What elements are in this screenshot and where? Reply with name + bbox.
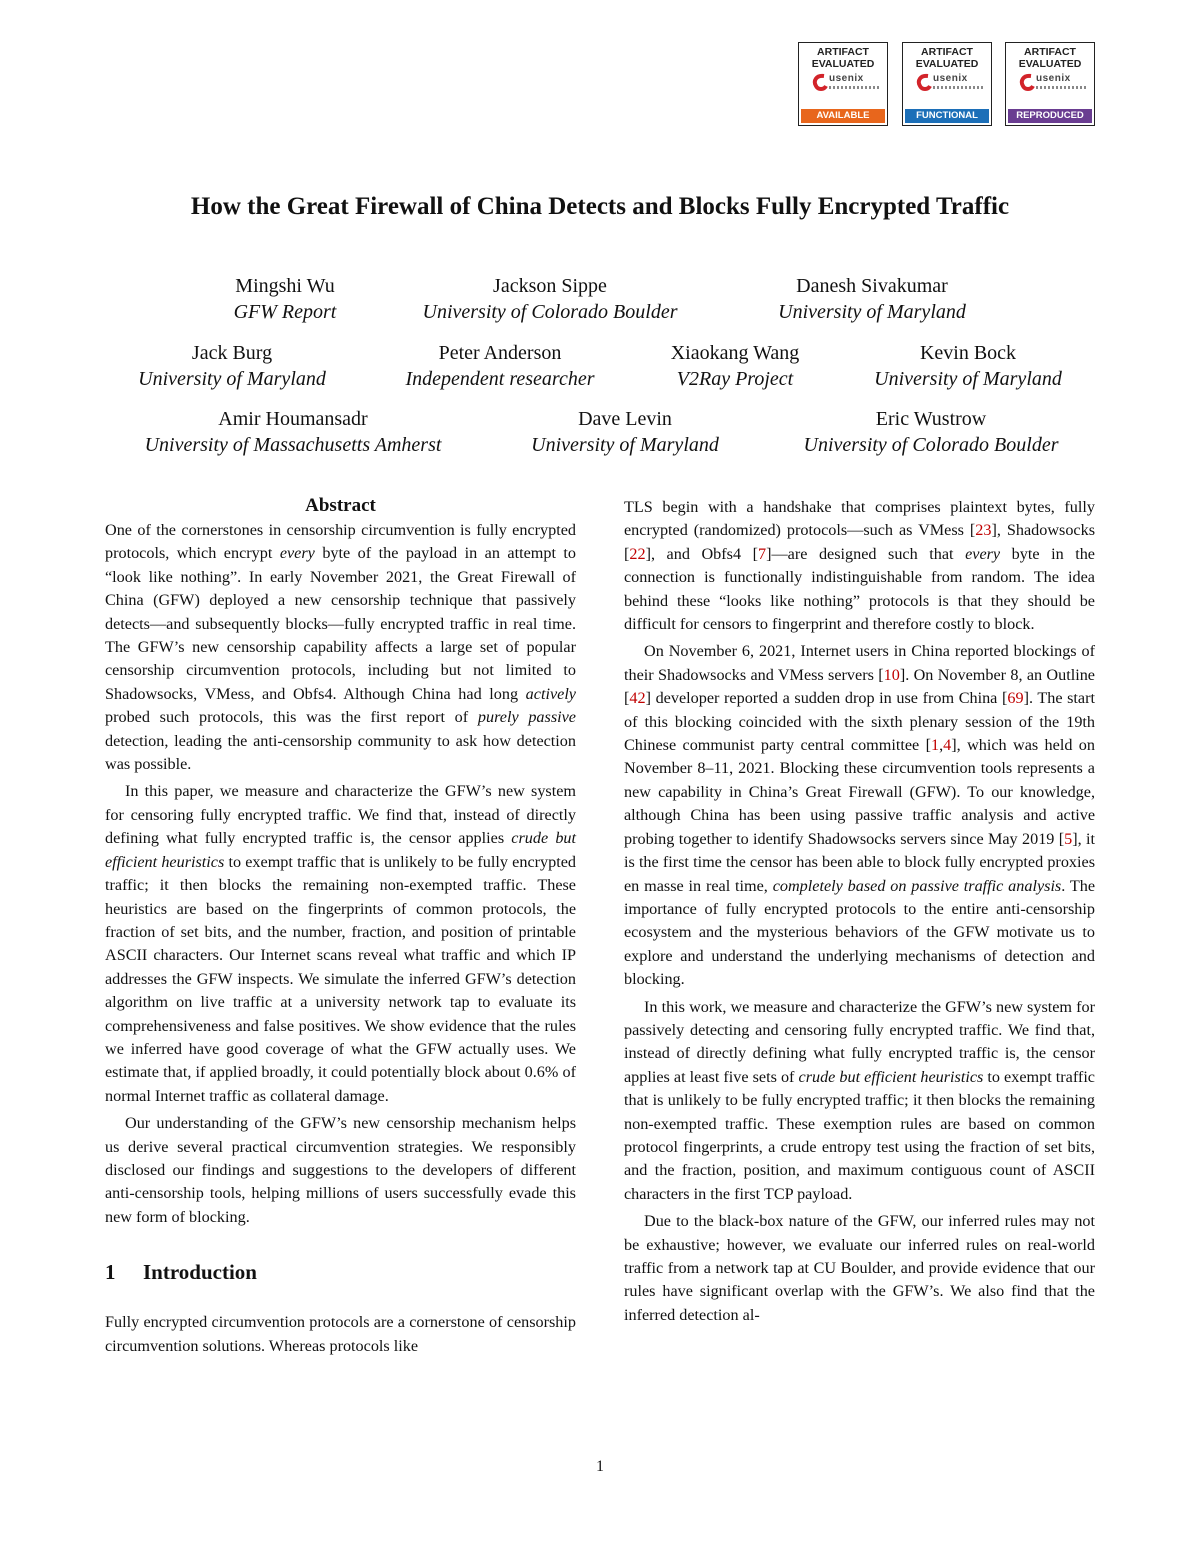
author-name: Jack Burg [191, 342, 273, 364]
author-name: Eric Wustrow [875, 408, 987, 430]
badge-org: usenix [1036, 73, 1071, 84]
badge-label: REPRODUCED [1008, 109, 1092, 123]
badge-org: usenix [829, 73, 864, 84]
author-block [380, 340, 620, 392]
citation-link[interactable]: 42 [629, 689, 646, 708]
author-block [750, 273, 994, 325]
author-affiliation: V2Ray Project [676, 368, 794, 390]
author-affiliation: University of Maryland [531, 434, 719, 456]
badge-org-subtitle [1036, 86, 1086, 89]
citation-link[interactable]: 5 [1064, 829, 1073, 848]
author-block [170, 273, 400, 325]
right-column [624, 496, 1095, 1327]
author-block [640, 340, 830, 392]
usenix-logo-icon [811, 73, 829, 93]
citation-link[interactable]: 7 [757, 544, 767, 563]
author-name: Kevin Bock [919, 342, 1017, 364]
paper-title: How the Great Firewall of China Detects and Blocks Fully Encrypted Traffic [190, 193, 1010, 220]
body-paragraph: On November 6, 2021, Internet users in China reported blockings of their Shadowsocks and VMess servers [10]. On November 8, an Outline [42] developer reported a sudden drop in use from China [69]. The start of this blocking coincided with the sixth plenary session of the 19th Chinese communist party central committee [1,4], which was held on November 8–11, 2021. Blocking these circumvention tools represents a new capability in China’s Great Firewall (GFW). To our knowledge, although China has been using passive traffic analysis and active probing together to identify Shadowsocks servers since May 2019 [5], it is the first time the censor has been able to block fully encrypted proxies en masse in real time, completely based on passive traffic analysis. The importance of fully encrypted protocols to the entire anti-censorship ecosystem and the mysterious behaviors of the GFW motivate us to explore and understand the underlying mechanisms of detection and blocking. [624, 642, 1096, 989]
author-name: Jackson Sippe [493, 275, 607, 297]
badge-title: ARTIFACT EVALUATED [811, 46, 875, 70]
author-affiliation: Independent researcher [405, 368, 595, 390]
author-block [110, 406, 476, 458]
abstract-paragraph: Our understanding of the GFW’s new censorship mechanism helps us derive several practical circumvention strategies. We responsibly disclosed our findings and suggestions to the developers of different anti-censorship tools, helping millions of users successfully evade this new form of blocking. [105, 1114, 576, 1226]
badge-org-subtitle [933, 86, 983, 89]
author-affiliation: University of Maryland [874, 368, 1062, 390]
usenix-logo-icon [1018, 73, 1036, 93]
author-name: Xiaokang Wang [670, 342, 800, 364]
badge-org: usenix [933, 73, 968, 84]
citation-link[interactable]: 22 [629, 544, 646, 563]
author-affiliation: University of Colorado Boulder [422, 301, 678, 323]
author-name: Amir Houmansadr [218, 408, 368, 430]
citation-link[interactable]: 4 [943, 736, 952, 755]
citation-link[interactable]: 10 [883, 665, 900, 684]
abstract-paragraph: In this paper, we measure and characterize the GFW’s new system for censoring fully encrypted traffic. We find that, instead of directly defining what fully encrypted traffic is, the censor applies crude but efficient heuristics to exempt traffic that is unlikely to be fully encrypted traffic; it then blocks the remaining non-exempted traffic. These heuristics are based on the fingerprints of common protocols, the fraction of set bits, and the number, fraction, and position of printable ASCII characters. Our Internet scans reveal what traffic and which IP addresses the GFW inspects. We simulate the inferred GFW’s detection algorithm on live traffic at a university network tap to evaluate its comprehensiveness and false positives. We show evidence that the rules we inferred have good coverage of what the GFW actually uses. We estimate that, if applied broadly, it could potentially block about 0.6% of normal Internet traffic as collateral damage. [105, 782, 577, 1105]
author-block [846, 340, 1090, 392]
badge-available [798, 42, 888, 126]
author-affiliation: University of Maryland [138, 368, 326, 390]
author-name: Danesh Sivakumar [796, 275, 948, 297]
citation-link[interactable]: 1 [931, 736, 940, 755]
badge-org-subtitle [829, 86, 879, 89]
author-affiliation: University of Maryland [778, 301, 966, 323]
author-block [110, 340, 354, 392]
author-affiliation: University of Colorado Boulder [803, 434, 1059, 456]
section-number: 1 [105, 1260, 116, 1285]
artifact-badges [798, 42, 1094, 128]
badge-label: FUNCTIONAL [905, 109, 989, 123]
author-name: Mingshi Wu [235, 275, 335, 297]
citation-link[interactable]: 69 [1007, 689, 1024, 708]
citation-link[interactable]: 23 [975, 521, 992, 540]
badge-label: AVAILABLE [801, 109, 885, 123]
author-affiliation: University of Massachusetts Amherst [144, 434, 442, 456]
author-block [503, 406, 747, 458]
usenix-logo-icon [915, 73, 933, 93]
author-affiliation: GFW Report [233, 301, 337, 323]
body-paragraph: Fully encrypted circumvention protocols are a cornerstone of censorship circumvention solutions. Whereas protocols like [105, 1313, 576, 1355]
badge-title: ARTIFACT EVALUATED [915, 46, 979, 70]
section-title: Introduction [143, 1260, 257, 1285]
page-number: 1 [596, 1458, 604, 1475]
badge-reproduced [1005, 42, 1095, 126]
body-paragraph: TLS begin with a handshake that comprises plaintext bytes, fully encrypted (randomized) protocols—such as VMess [23], Shadowsocks [22], and Obfs4 [7]—are designed such that every byte in the connection is functionally indistinguishable from random. The idea behind these “looks like nothing” protocols is that they should be difficult for censors to fingerprint and therefore costly to block. [624, 498, 1095, 634]
author-block [772, 406, 1090, 458]
abstract-heading: Abstract [305, 495, 376, 516]
author-name: Dave Levin [578, 408, 672, 430]
abstract-paragraph: One of the cornerstones in censorship circumvention is fully encrypted protocols, which encrypt every byte of the payload in an attempt to “look like nothing”. In early November 2021, the Great Firewall of China (GFW) deployed a new censorship technique that passively detects—and subsequently blocks—fully encrypted traffic in real time. The GFW’s new censorship capability affects a large set of popular censorship circumvention protocols, including but not limited to Shadowsocks, VMess, and Obfs4. Although China had long actively probed such protocols, this was the first report of purely passive detection, leading the anti-censorship community to ask how detection was possible. [105, 521, 577, 774]
section-heading-introduction [105, 1259, 576, 1285]
badge-title: ARTIFACT EVALUATED [1018, 46, 1082, 70]
author-name: Peter Anderson [438, 342, 562, 364]
author-block [400, 273, 700, 325]
body-paragraph: Due to the black-box nature of the GFW, our inferred rules may not be exhaustive; however, we evaluate our inferred rules on real-world traffic from a network tap at CU Boulder, and provide evidence that our rules have significant overlap with the GFW’s. We also find that the inferred detection al- [624, 1212, 1095, 1324]
body-paragraph: In this work, we measure and characterize the GFW’s new system for passively detecting and censoring fully encrypted traffic. We find that, instead of directly defining what fully encrypted traffic is, the censor applies at least five sets of crude but efficient heuristics to exempt traffic that is unlikely to be fully encrypted traffic; it then blocks the remaining non-exempted traffic. These exemption rules are based on common protocol fingerprints, a crude entropy test using the fraction of set bits, and the fraction, position, and maximum contiguous count of ASCII characters in the first TCP payload. [624, 997, 1095, 1203]
left-column [105, 494, 576, 1358]
badge-functional [902, 42, 992, 126]
